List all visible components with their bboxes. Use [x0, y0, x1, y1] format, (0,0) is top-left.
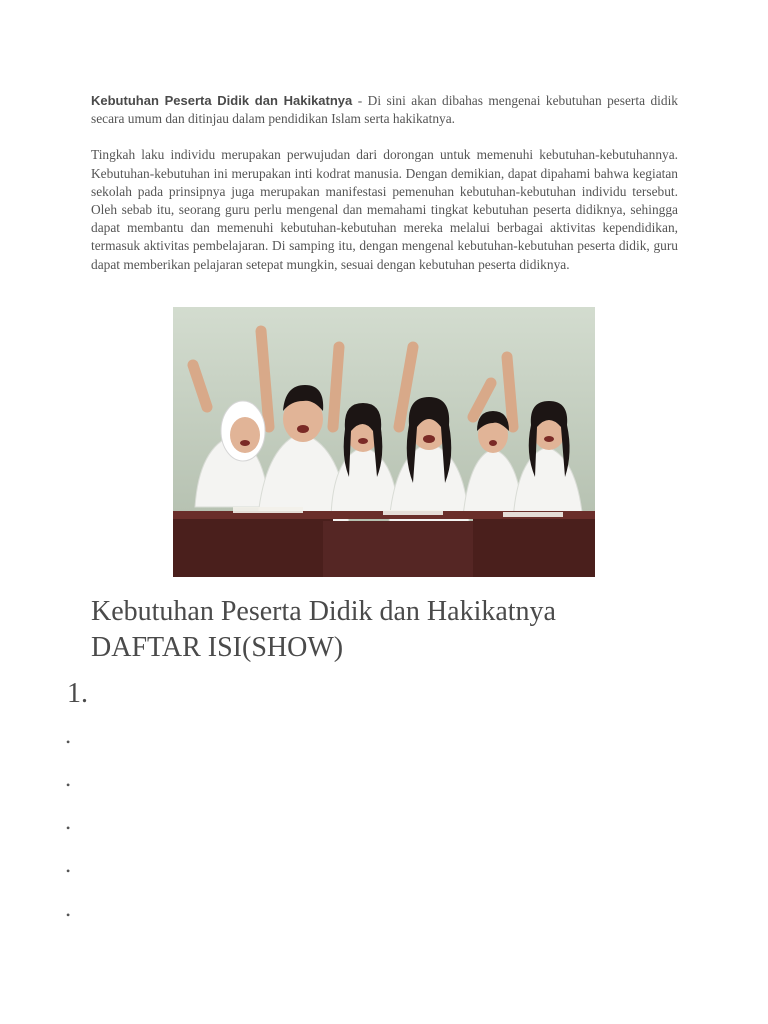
section-heading: [91, 594, 731, 666]
toc-bullet: •: [66, 821, 71, 835]
intro-text: - Di sini akan dibahas mengenai kebutuhan peserta didik secara umum dan ditinjau dalam pendidikan Islam serta hakikatnya.: [91, 93, 678, 127]
desks: [173, 507, 595, 577]
section-title: Kebutuhan Peserta Didik dan Hakikatnya: [91, 596, 556, 627]
students-photo: [173, 307, 595, 577]
toc-bullet: •: [66, 778, 71, 792]
toc-bullet: •: [66, 908, 71, 922]
article-content: [91, 92, 678, 274]
toc-bullet: •: [66, 864, 71, 878]
intro-paragraph: [91, 92, 678, 128]
body-paragraph: Tingkah laku individu merupakan perwujudan dari dorongan untuk memenuhi kebutuhan-kebutuhannya. Kebutuhan-kebutuhan ini merupakan inti kodrat manusia. Dengan demikian, dapat dipahami bahwa kegiatan sekolah pada prinsipnya juga merupakan manifestasi pemenuhan kebutuhan-kebutuhan individu tersebut. Oleh sebab itu, seorang guru perlu mengenal dan memahami tingkat kebutuhan peserta didiknya, sehingga dapat membantu dan memenuhi kebutuhan-kebutuhan mereka melalui berbagai aktivitas kependidikan, termasuk aktivitas pembelajaran. Di samping itu, dengan mengenal kebutuhan-kebutuhan peserta didik, guru dapat memberikan pelajaran setepat mungkin, sesuai dengan kebutuhan peserta didiknya.: [91, 147, 678, 272]
article-title-link[interactable]: Kebutuhan Peserta Didik dan Hakikatnya: [91, 93, 353, 108]
toc-toggle-label[interactable]: DAFTAR ISI(SHOW): [91, 632, 344, 663]
toc-number: 1.: [67, 678, 88, 709]
toc-bullet: •: [66, 735, 71, 749]
students-illustration: [173, 307, 595, 577]
